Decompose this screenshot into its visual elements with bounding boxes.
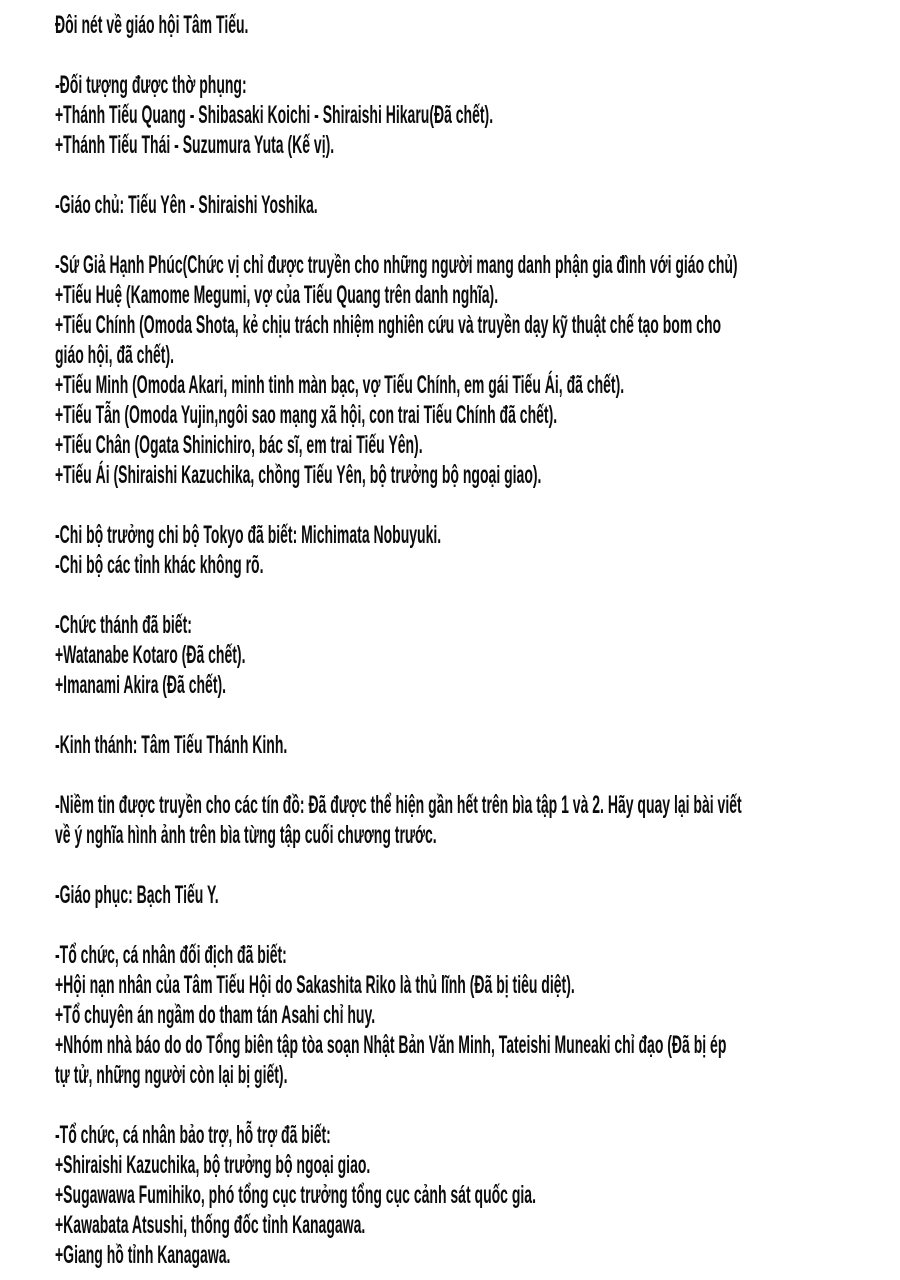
- page-title: Đôi nét về giáo hội Tâm Tiếu.: [55, 11, 249, 39]
- section-heading: -Tổ chức, cá nhân bảo trợ, hỗ trợ đã biết:: [55, 1121, 331, 1149]
- text-line: về ý nghĩa hình ảnh trên bìa từng tập cuối chương trước.: [55, 821, 437, 849]
- text-line: +Thánh Tiếu Quang - Shibasaki Koichi - Shiraishi Hikaru(Đã chết).: [55, 101, 494, 129]
- section-worship-targets: [55, 70, 900, 160]
- text-line: +Imanami Akira (Đã chết).: [55, 671, 227, 699]
- text-line: -Kinh thánh: Tâm Tiếu Thánh Kinh.: [55, 731, 288, 759]
- text-line: +Tổ chuyên án ngầm do tham tán Asahi chỉ huy.: [55, 1001, 376, 1029]
- text-line: tự tử, những người còn lại bị giết).: [55, 1061, 288, 1089]
- section-holy-ranks: [55, 610, 900, 700]
- section-branch-leaders: [55, 520, 900, 580]
- text-line: -Giáo chủ: Tiếu Yên - Shiraishi Yoshika.: [55, 191, 318, 219]
- text-line: -Chi bộ các tỉnh khác không rõ.: [55, 551, 264, 579]
- section-heading: -Đối tượng được thờ phụng:: [55, 71, 247, 99]
- section-heading: -Tổ chức, cá nhân đối địch đã biết:: [55, 941, 287, 969]
- text-line: +Hội nạn nhân của Tâm Tiếu Hội do Sakashita Riko là thủ lĩnh (Đã bị tiêu diệt).: [55, 971, 575, 999]
- section-leader: [55, 190, 900, 220]
- section-intro: [55, 10, 900, 40]
- text-line: giáo hội, đã chết).: [55, 341, 175, 369]
- text-line: +Tiếu Chân (Ogata Shinichiro, bác sĩ, em trai Tiếu Yên).: [55, 431, 423, 459]
- text-line: +Watanabe Kotaro (Đã chết).: [55, 641, 246, 669]
- text-line: +Tiếu Ái (Shiraishi Kazuchika, chồng Tiếu Yên, bộ trưởng bộ ngoại giao).: [55, 461, 542, 489]
- text-line: +Nhóm nhà báo do do Tổng biên tập tòa soạn Nhật Bản Văn Minh, Tateishi Muneaki chỉ đạo (Đã bị ép: [55, 1031, 727, 1059]
- text-line: +Tiếu Chính (Omoda Shota, kẻ chịu trách nhiệm nghiên cứu và truyền dạy kỹ thuật chế tạo bom cho: [55, 311, 722, 339]
- text-line: +Tiếu Huệ (Kamome Megumi, vợ của Tiếu Quang trên danh nghĩa).: [55, 281, 499, 309]
- text-line: +Sugawawa Fumihiko, phó tổng cục trưởng tổng cục cảnh sát quốc gia.: [55, 1181, 536, 1209]
- text-line: +Thánh Tiếu Thái - Suzumura Yuta (Kế vị).: [55, 131, 335, 159]
- text-line: +Shiraishi Kazuchika, bộ trưởng bộ ngoại giao.: [55, 1151, 371, 1179]
- text-line: -Niềm tin được truyền cho các tín đồ: Đã được thể hiện gần hết trên bìa tập 1 và 2. Hãy quay lại bài viết: [55, 791, 742, 819]
- section-heading: -Chức thánh đã biết:: [55, 611, 192, 639]
- text-line: +Kawabata Atsushi, thống đốc tỉnh Kanagawa.: [55, 1211, 366, 1239]
- section-robes: [55, 880, 900, 910]
- text-line: +Tiếu Minh (Omoda Akari, minh tinh màn bạc, vợ Tiếu Chính, em gái Tiếu Ái, đã chết).: [55, 371, 625, 399]
- section-heading: -Sứ Giả Hạnh Phúc(Chức vị chỉ được truyền cho những người mang danh phận gia đình với giáo chủ): [55, 251, 738, 279]
- text-line: +Giang hồ tỉnh Kanagawa.: [55, 1241, 231, 1269]
- text-line: +Tiếu Tẫn (Omoda Yujin,ngôi sao mạng xã hội, con trai Tiếu Chính đã chết).: [55, 401, 558, 429]
- text-line: -Chi bộ trưởng chi bộ Tokyo đã biết: Michimata Nobuyuki.: [55, 521, 442, 549]
- section-happiness-messengers: [55, 250, 900, 490]
- text-line: -Giáo phục: Bạch Tiếu Y.: [55, 881, 219, 909]
- section-beliefs: [55, 790, 900, 850]
- section-sponsors: [55, 1120, 900, 1270]
- section-scripture: [55, 730, 900, 760]
- section-enemies: [55, 940, 900, 1090]
